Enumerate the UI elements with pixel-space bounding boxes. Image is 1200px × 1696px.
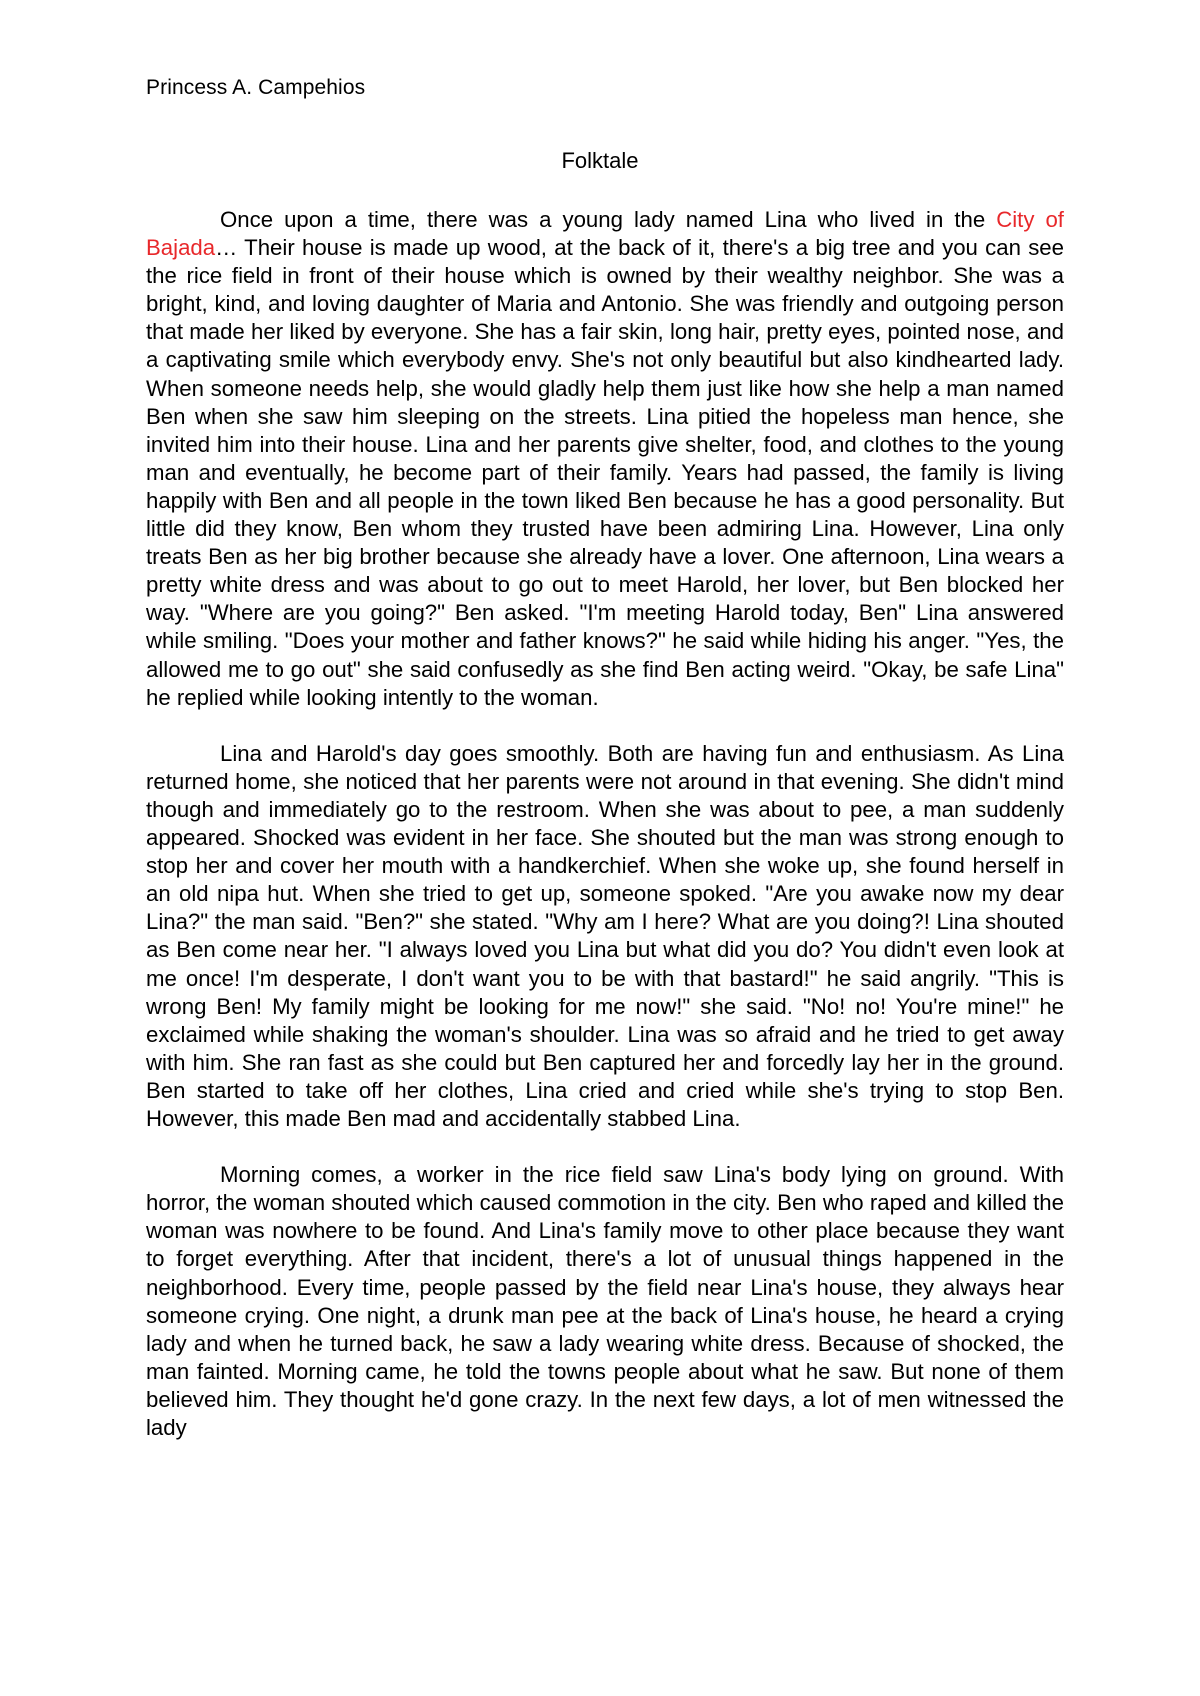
paragraph-1-opening: Once upon a time, there was a young lady named Lina who lived in the [220, 207, 997, 232]
paragraph-1-rest: … Their house is made up wood, at the back of it, there's a big tree and you can see the rice field in front of their house which is owned by their wealthy neighbor. She was a bright, kind, and loving daughter of Maria and Antonio. She was friendly and outgoing person that made her liked by everyone. She has a fair skin, long hair, pretty eyes, pointed nose, and a captivating smile which everybody envy. She's not only beautiful but also kindhearted lady. When someone needs help, she would gladly help them just like how she help a man named Ben when she saw him sleeping on the streets. Lina pitied the hopeless man hence, she invited him into their house. Lina and her parents give shelter, food, and clothes to the young man and eventually, he become part of their family. Years had passed, the family is living happily with Ben and all people in the town liked Ben because he has a good personality. But little did they know, Ben whom they trusted have been admiring Lina. However, Lina only treats Ben as her big brother because she already have a lover. One afternoon, Lina wears a pretty white dress and was about to go out to meet Harold, her lover, but Ben blocked her way. "Where are you going?" Ben asked. "I'm meeting Harold today, Ben" Lina answered while smiling. "Does your mother and father knows?" he said while hiding his anger. "Yes, the allowed me to go out" she said confusedly as she find Ben acting weird. "Okay, be safe Lina" he replied while looking intently to the woman. [146, 235, 1064, 710]
author-name: Princess A. Campehios [146, 76, 366, 99]
paragraph-2: Lina and Harold's day goes smoothly. Both are having fun and enthusiasm. As Lina returned home, she noticed that her parents were not around in that evening. She didn't mind though and immediately go to the restroom. When she was about to pee, a man suddenly appeared. Shocked was evident in her face. She shouted but the man was strong enough to stop her and cover her mouth with a handkerchief. When she woke up, she found herself in an old nipa hut. When she tried to get up, someone spoked. "Are you awake now my dear Lina?" the man said. "Ben?" she stated. "Why am I here? What are you doing?! Lina shouted as Ben come near her. "I always loved you Lina but what did you do? You didn't even look at me once! I'm desperate, I don't want you to be with that bastard!" he said angrily. "This is wrong Ben! My family might be looking for me now!" she said. "No! no! You're mine!" he exclaimed while shaking the woman's shoulder. Lina was so afraid and he tried to get away with him. She ran fast as she could but Ben captured her and forcedly lay her in the ground. Ben started to take off her clothes, Lina cried and cried while she's trying to stop Ben. However, this made Ben mad and accidentally stabbed Lina. [146, 740, 1064, 1131]
city-of-bajada-link[interactable]: City of Bajada [146, 207, 1064, 261]
paragraph-3: Morning comes, a worker in the rice field saw Lina's body lying on ground. With horror, the woman shouted which caused commotion in the city. Ben who raped and killed the woman was nowhere to be found. And Lina's family move to other place because they want to forget everything. After that incident, there's a lot of unusual things happened in the neighborhood. Every time, people passed by the field near Lina's house, they always hear someone crying. One night, a drunk man pee at the back of Lina's house, he heard a crying lady and when he turned back, he saw a lady wearing white dress. Because of shocked, the man fainted. Morning came, he told the towns people about what he saw. But none of them believed him. They thought he'd gone crazy. In the next few days, a lot of men witnessed the lady [146, 1162, 1064, 1441]
document-title: Folktale [561, 148, 639, 173]
paragraph-1 [146, 206, 1064, 712]
document-body [146, 206, 1064, 1442]
